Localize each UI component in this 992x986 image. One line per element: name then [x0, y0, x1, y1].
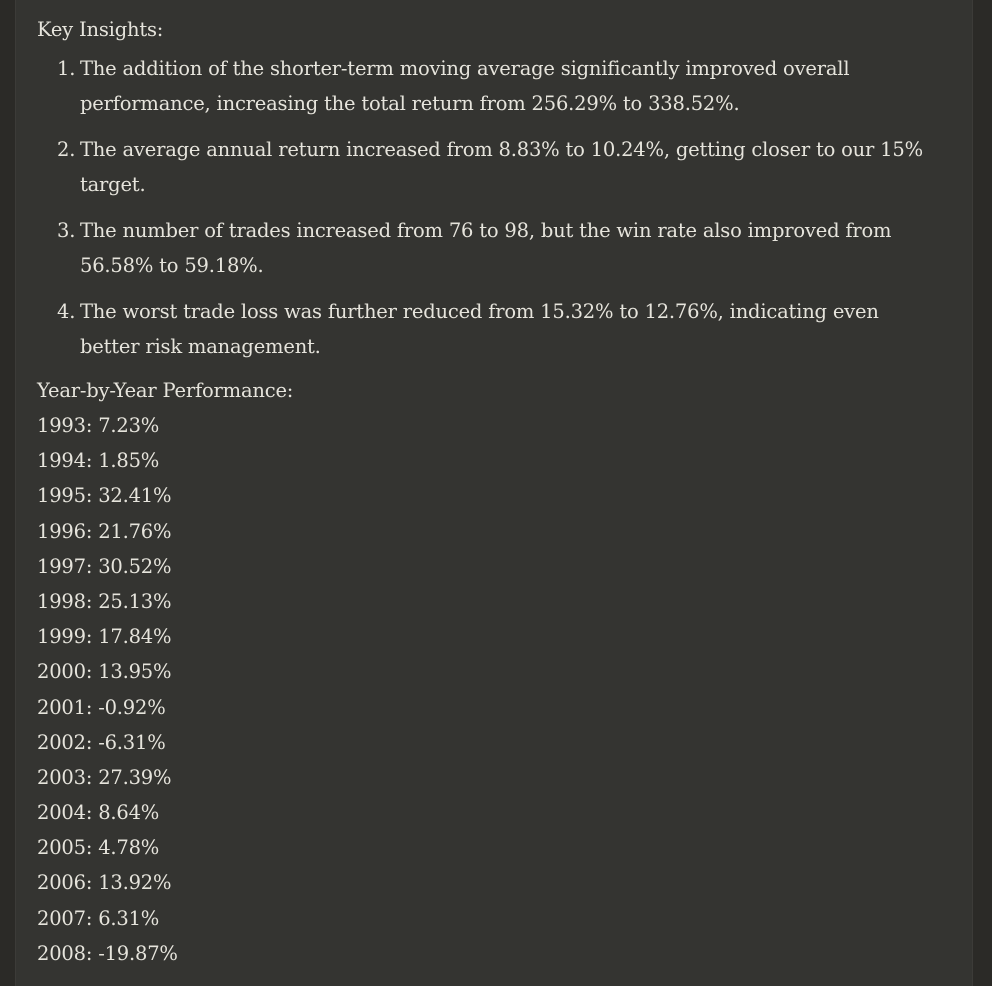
year-row: 2005: 4.78% [37, 836, 160, 860]
year-row: 1996: 21.76% [37, 519, 172, 543]
message-content [37, 12, 937, 971]
insight-text-line: The worst trade loss was further reduced from 15.32% to 12.76%, indicating even [80, 300, 879, 323]
key-insights-list [37, 51, 937, 364]
insight-text-line: The average annual return increased from 8.83% to 10.24%, getting closer to our 15% [80, 138, 923, 161]
key-insights-heading: Key Insights: [37, 18, 164, 41]
insight-text-line: target. [80, 173, 146, 196]
insight-text-line: The addition of the shorter-term moving average significantly improved overall [80, 57, 850, 80]
insight-text-line: better risk management. [80, 335, 321, 358]
year-row: 2003: 27.39% [37, 765, 172, 789]
insight-number: 3. [57, 219, 76, 242]
insight-item [37, 294, 937, 364]
insight-text-line: 56.58% to 59.18%. [80, 254, 264, 277]
year-row: 2007: 6.31% [37, 906, 160, 930]
insight-item [37, 213, 937, 283]
year-performance-list [37, 408, 937, 971]
insight-text-line: The number of trades increased from 76 to 98, but the win rate also improved from [80, 219, 892, 242]
year-row: 2004: 8.64% [37, 801, 160, 825]
year-row: 2002: -6.31% [37, 730, 166, 754]
insight-item [37, 51, 937, 121]
insight-number: 2. [57, 138, 76, 161]
message-panel [15, 0, 973, 986]
year-row: 2008: -19.87% [37, 941, 178, 965]
year-row: 1997: 30.52% [37, 554, 172, 578]
insight-number: 1. [57, 57, 76, 80]
insight-item [37, 132, 937, 202]
year-row: 2000: 13.95% [37, 660, 172, 684]
year-row: 1994: 1.85% [37, 449, 160, 473]
insight-number: 4. [57, 300, 76, 323]
year-row: 1998: 25.13% [37, 589, 172, 613]
year-row: 1995: 32.41% [37, 484, 172, 508]
insight-text-line: performance, increasing the total return from 256.29% to 338.52%. [80, 92, 740, 115]
year-row: 2001: -0.92% [37, 695, 166, 719]
year-performance-heading: Year-by-Year Performance: [37, 379, 294, 402]
year-row: 1999: 17.84% [37, 625, 172, 649]
year-row: 2006: 13.92% [37, 871, 172, 895]
year-row: 1993: 7.23% [37, 414, 160, 437]
